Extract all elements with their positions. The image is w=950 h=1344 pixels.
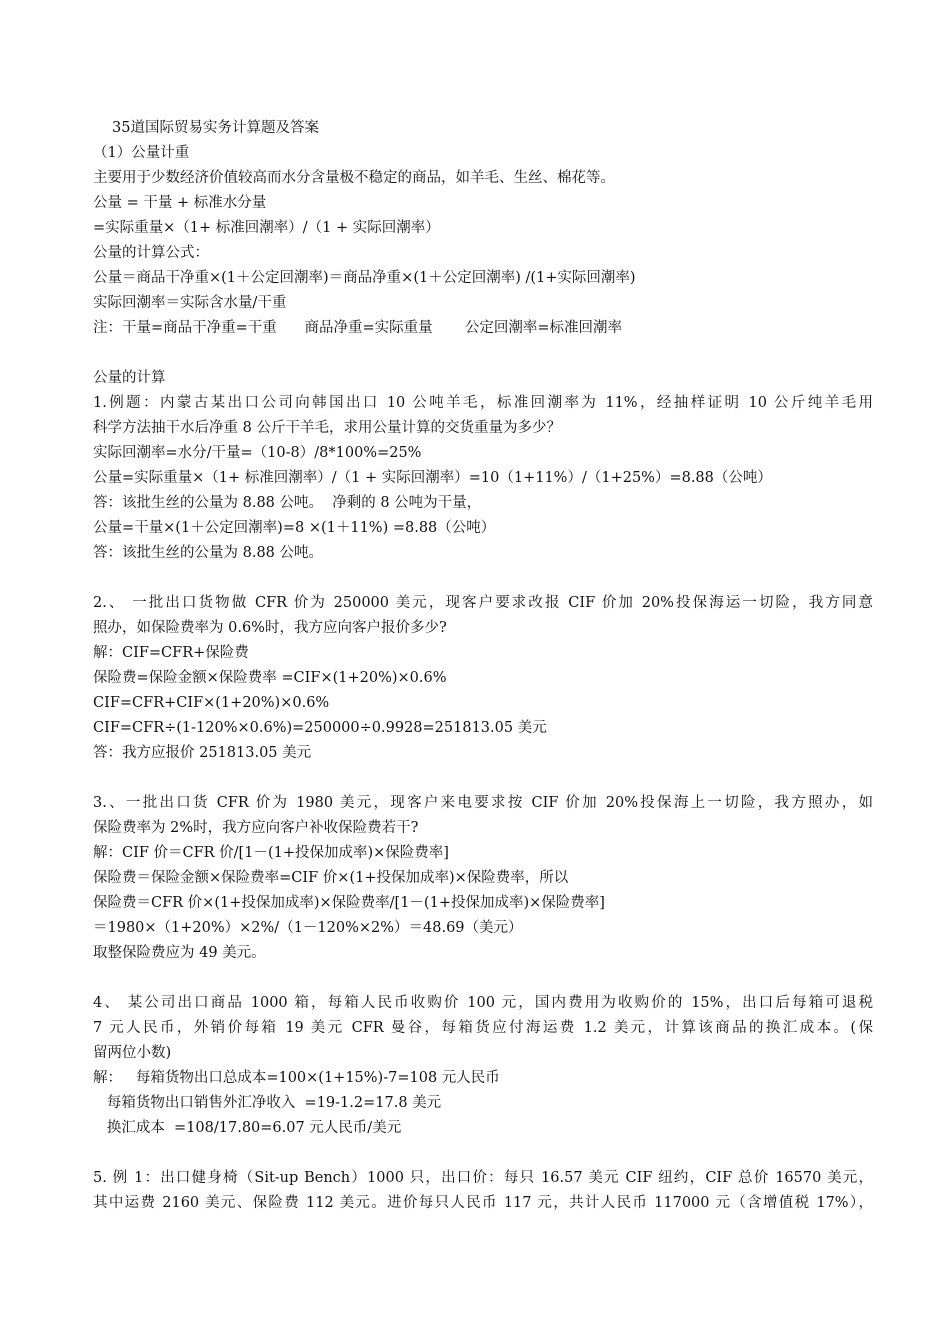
q5-line-1: 5. 例 1：出口健身椅（Sit-up Bench）1000 只，出口价：每只 16.57 美元 CIF 纽约，CIF 总价 16570 美元， — [93, 1170, 873, 1186]
q1-line-6: 公量=干量×(1＋公定回潮率)=8 ×(1＋11%) =8.88（公吨） — [93, 520, 496, 536]
section-heading: （1）公量计重 — [93, 145, 190, 161]
q2-line-3: 解：CIF=CFR+保险费 — [93, 645, 249, 661]
q3-line-3: 解：CIF 价＝CFR 价/[1－(1+投保加成率)×保险费率] — [93, 845, 449, 861]
calc-heading: 公量的计算 — [93, 370, 166, 386]
intro-line-1: 主要用于少数经济价值较高而水分含量极不稳定的商品，如羊毛、生丝、棉花等。 — [93, 170, 615, 186]
intro-line-6: 实际回潮率＝实际含水量/干重 — [93, 295, 287, 311]
q5-line-2: 其中运费 2160 美元、保险费 112 美元。进价每只人民币 117 元，共计人民币 117000 元（含增值税 17%）， — [93, 1195, 873, 1211]
intro-line-3: =实际重量×（1+ 标准回潮率）/（1 + 实际回潮率） — [93, 220, 440, 236]
q3-line-4: 保险费＝保险金额×保险费率=CIF 价×(1+投保加成率)×保险费率，所以 — [93, 870, 569, 886]
q4-line-6: 换汇成本 =108/17.80=6.07 元人民币/美元 — [93, 1120, 402, 1136]
q3-line-6: ＝1980×（1+20%）×2%/（1－120%×2%）＝48.69（美元） — [93, 920, 523, 936]
q2-line-4: 保险费=保险金额×保险费率 =CIF×(1+20%)×0.6% — [93, 670, 447, 686]
q2-line-2: 照办，如保险费率为 0.6%时，我方应向客户报价多少? — [93, 620, 447, 636]
q4-line-3: 留两位小数) — [93, 1045, 172, 1061]
q1-line-4: 公量=实际重量×（1+ 标准回潮率）/（1 + 实际回潮率）=10（1+11%）/（1+25%）=8.88（公吨） — [93, 470, 772, 486]
q3-line-5: 保险费＝CFR 价×(1+投保加成率)×保险费率/[1－(1+投保加成率)×保险费率] — [93, 895, 605, 911]
q1-line-7: 答：该批生丝的公量为 8.88 公吨。 — [93, 545, 324, 561]
q3-line-2: 保险费率为 2%时，我方应向客户补收保险费若干? — [93, 820, 419, 836]
q1-line-3: 实际回潮率=水分/干量=（10-8）/8*100%=25% — [93, 445, 422, 461]
q2-line-6: CIF=CFR÷(1-120%×0.6%)=250000÷0.9928=251813.05 美元 — [93, 720, 547, 736]
intro-line-5: 公量＝商品干净重×(1＋公定回潮率)＝商品净重×(1＋公定回潮率) /(1+实际回潮率) — [93, 270, 636, 286]
intro-line-7: 注：干量=商品干净重=干重 商品净重=实际重量 公定回潮率=标准回潮率 — [93, 320, 623, 336]
q4-line-2: 7 元人民币，外销价每箱 19 美元 CFR 曼谷，每箱货应付海运费 1.2 美元，计算该商品的换汇成本。(保 — [93, 1020, 873, 1036]
q1-line-2: 科学方法抽干水后净重 8 公斤干羊毛，求用公量计算的交货重量为多少？ — [93, 420, 561, 436]
q2-line-1: 2.、 一批出口货物做 CFR 价为 250000 美元，现客户要求改报 CIF 价加 20%投保海运一切险，我方同意 — [93, 595, 873, 611]
q3-line-1: 3.、一批出口货 CFR 价为 1980 美元，现客户来电要求按 CIF 价加 20%投保海上一切险，我方照办，如 — [93, 795, 873, 811]
q2-line-7: 答：我方应报价 251813.05 美元 — [93, 745, 312, 761]
intro-line-4: 公量的计算公式： — [93, 245, 209, 261]
document-title: 35道国际贸易实务计算题及答案 — [112, 120, 319, 136]
q1-line-5: 答：该批生丝的公量为 8.88 公吨。 净剩的 8 公吨为干量， — [93, 495, 482, 511]
q2-line-5: CIF=CFR+CIF×(1+20%)×0.6% — [93, 695, 330, 711]
q1-line-1: 1.例题：内蒙古某出口公司向韩国出口 10 公吨羊毛，标准回潮率为 11%，经抽样证明 10 公斤纯羊毛用 — [93, 395, 873, 411]
q3-line-7: 取整保险费应为 49 美元。 — [93, 945, 266, 961]
q4-line-5: 每箱货物出口销售外汇净收入 =19-1.2=17.8 美元 — [93, 1095, 442, 1111]
intro-line-2: 公量 = 干量 + 标准水分量 — [93, 195, 267, 211]
q4-line-1: 4、 某公司出口商品 1000 箱，每箱人民币收购价 100 元，国内费用为收购价的 15%，出口后每箱可退税 — [93, 995, 873, 1011]
q4-line-4: 解： 每箱货物出口总成本=100×(1+15%)-7=108 元人民币 — [93, 1070, 500, 1086]
